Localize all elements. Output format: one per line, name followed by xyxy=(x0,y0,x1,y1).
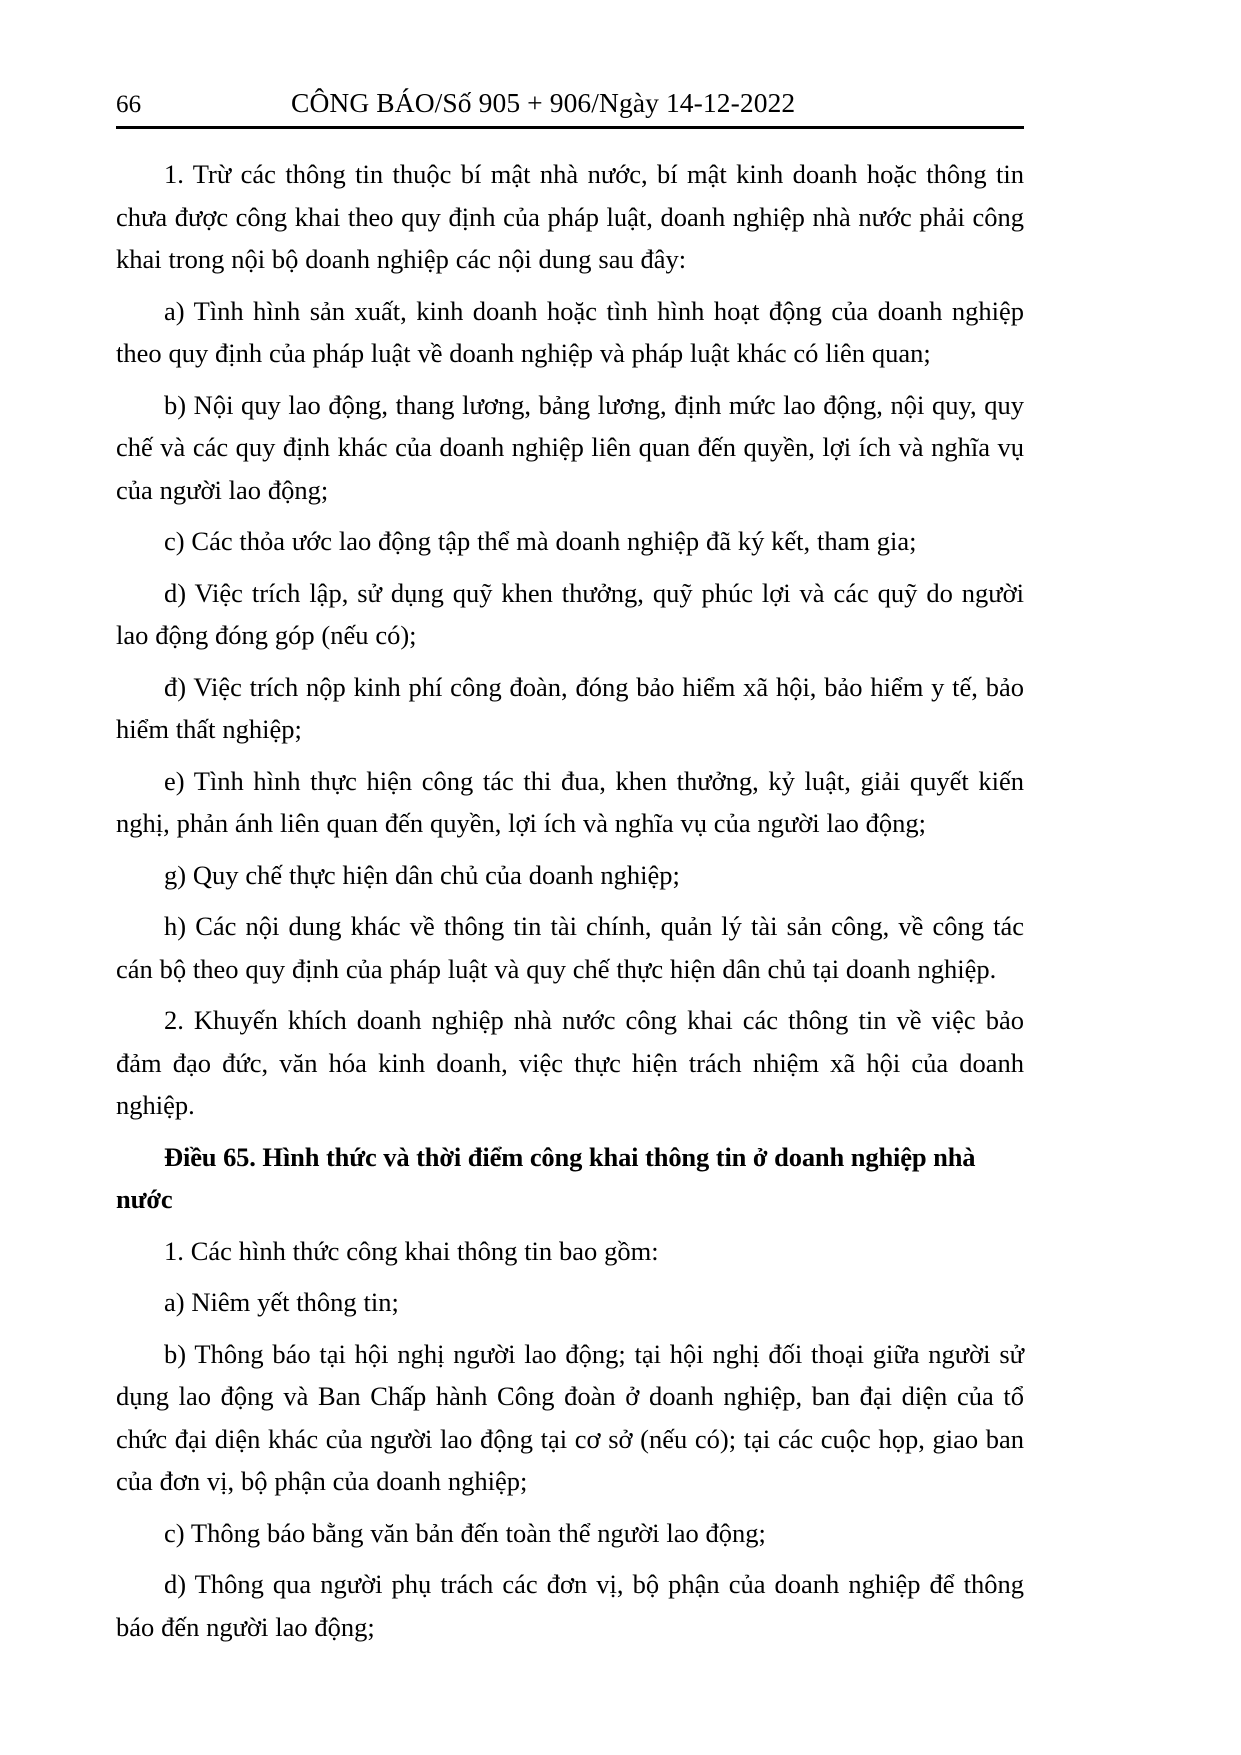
body-paragraph: 1. Các hình thức công khai thông tin bao gồm: xyxy=(164,1235,659,1266)
body-paragraph: d) Việc trích lập, sử dụng quỹ khen thưởng, quỹ phúc lợi và các quỹ do người lao động đóng góp (nếu có); xyxy=(116,577,1024,650)
header-divider-rule xyxy=(116,126,1024,129)
article-heading: Điều 65. Hình thức và thời điểm công khai thông tin ở doanh nghiệp nhà nước xyxy=(116,1141,976,1214)
body-paragraph: e) Tình hình thực hiện công tác thi đua, khen thưởng, kỷ luật, giải quyết kiến nghị, phản ánh liên quan đến quyền, lợi ích và nghĩa vụ của người lao động; xyxy=(116,765,1024,838)
running-header xyxy=(116,88,1024,119)
page-content-area xyxy=(116,88,1024,1648)
body-paragraph: a) Tình hình sản xuất, kinh doanh hoặc tình hình hoạt động của doanh nghiệp theo quy định của pháp luật về doanh nghiệp và pháp luật khác có liên quan; xyxy=(116,295,1024,368)
body-paragraph: 2. Khuyến khích doanh nghiệp nhà nước công khai các thông tin về việc bảo đảm đạo đức, văn hóa kinh doanh, việc thực hiện trách nhiệm xã hội của doanh nghiệp. xyxy=(116,1005,1024,1120)
body-paragraph: b) Thông báo tại hội nghị người lao động; tại hội nghị đối thoại giữa người sử dụng lao động và Ban Chấp hành Công đoàn ở doanh nghiệp, ban đại diện của tổ chức đại diện khác của người lao động tại cơ sở (nếu có); tại các cuộc họp, giao ban của đơn vị, bộ phận của doanh nghiệp; xyxy=(116,1338,1024,1496)
gazette-title: CÔNG BÁO/Số 905 + 906/Ngày 14-12-2022 xyxy=(291,87,796,118)
page-number: 66 xyxy=(116,91,142,118)
body-paragraph: 1. Trừ các thông tin thuộc bí mật nhà nước, bí mật kinh doanh hoặc thông tin chưa được công khai theo quy định của pháp luật, doanh nghiệp nhà nước phải công khai trong nội bộ doanh nghiệp các nội dung sau đây: xyxy=(116,159,1024,274)
body-paragraph: h) Các nội dung khác về thông tin tài chính, quản lý tài sản công, về công tác cán bộ theo quy định của pháp luật và quy chế thực hiện dân chủ tại doanh nghiệp. xyxy=(116,911,1024,984)
body-paragraph: a) Niêm yết thông tin; xyxy=(164,1287,399,1317)
body-paragraph: c) Thông báo bằng văn bản đến toàn thể người lao động; xyxy=(164,1517,766,1548)
body-paragraph: đ) Việc trích nộp kinh phí công đoàn, đóng bảo hiểm xã hội, bảo hiểm y tế, bảo hiểm thất nghiệp; xyxy=(116,671,1024,744)
body-paragraph: d) Thông qua người phụ trách các đơn vị, bộ phận của doanh nghiệp để thông báo đến người lao động; xyxy=(116,1569,1024,1642)
document-body xyxy=(116,153,1024,1648)
body-paragraph: c) Các thỏa ước lao động tập thể mà doanh nghiệp đã ký kết, tham gia; xyxy=(164,526,917,556)
body-paragraph: b) Nội quy lao động, thang lương, bảng lương, định mức lao động, nội quy, quy chế và các quy định khác của doanh nghiệp liên quan đến quyền, lợi ích và nghĩa vụ của người lao động; xyxy=(116,389,1024,505)
body-paragraph: g) Quy chế thực hiện dân chủ của doanh nghiệp; xyxy=(164,859,680,890)
